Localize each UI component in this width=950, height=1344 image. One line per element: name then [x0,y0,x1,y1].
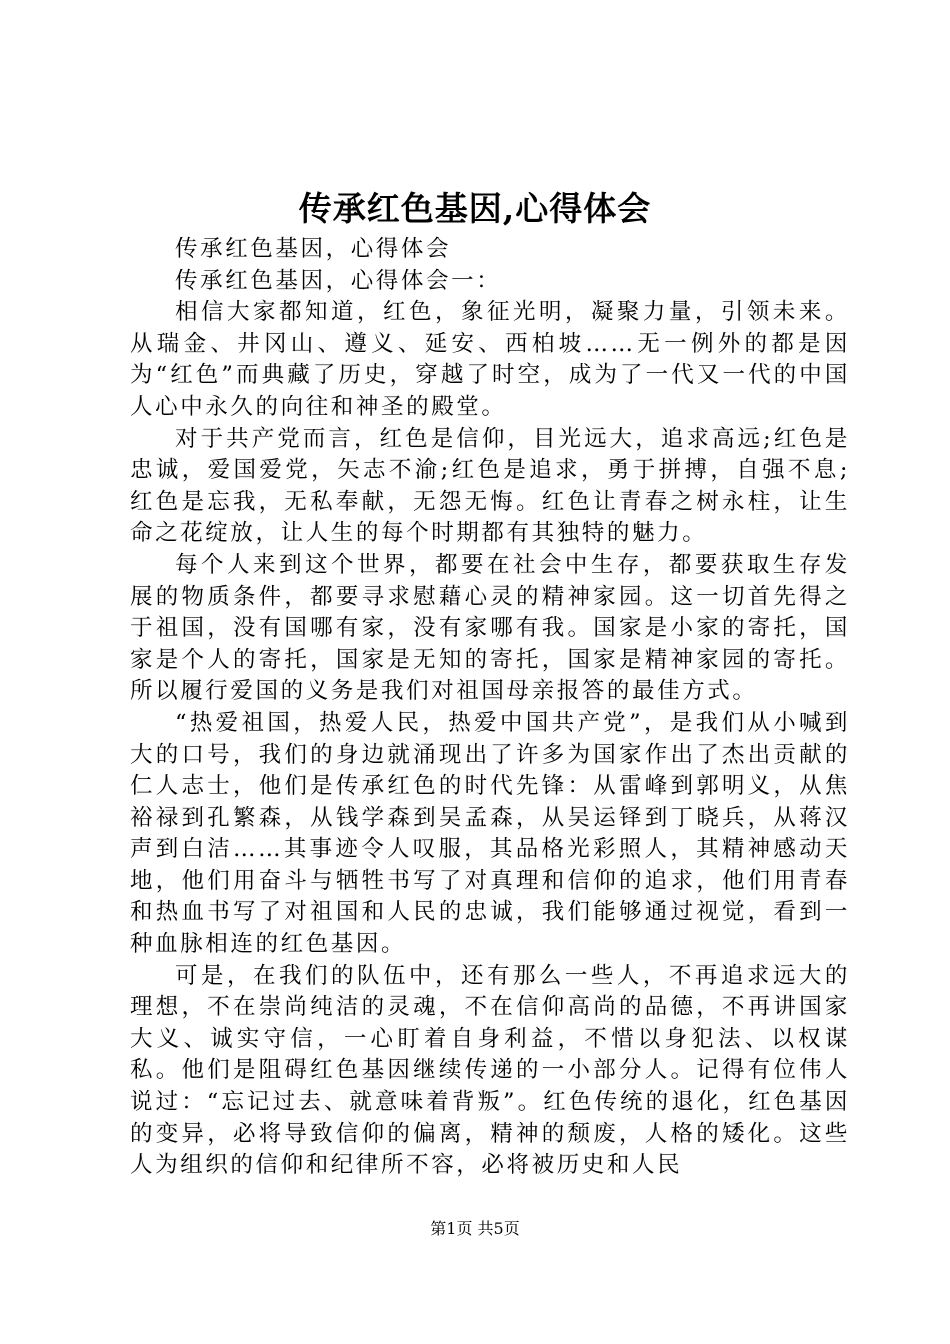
paragraph: 每个人来到这个世界，都要在社会中生存，都要获取生存发展的物质条件，都要寻求慰藉心灵的精神家园。这一切首先得之于祖国，没有国哪有家，没有家哪有我。国家是小家的寄托，国家是个人的寄托，国家是无知的寄托，国家是精神家园的寄托。所以履行爱国的义务是我们对祖国母亲报答的最佳方式。 [130,551,850,705]
paragraph: 相信大家都知道，红色，象征光明，凝聚力量，引领未来。从瑞金、井冈山、遵义、延安、西柏坡……无一例外的都是因为“红色”而典藏了历史，穿越了时空，成为了一代又一代的中国人心中永久的向往和神圣的殿堂。 [130,299,850,420]
paragraph: “热爱祖国，热爱人民，热爱中国共产党”，是我们从小喊到大的口号，我们的身边就涌现出了许多为国家作出了杰出贡献的仁人志士，他们是传承红色的时代先锋：从雷峰到郭明义，从焦裕禄到孔繁森，从钱学森到吴孟森，从吴运铎到丁晓兵，从蒋汉声到白洁……其事迹令人叹服，其品格光彩照人，其精神感动天地，他们用奋斗与牺牲书写了对真理和信仰的追求，他们用青春和热血书写了对祖国和人民的忠诚，我们能够通过视觉，看到一种血脉相连的红色基因。 [130,709,850,958]
paragraph: 可是，在我们的队伍中，还有那么一些人，不再追求远大的理想，不在崇尚纯洁的灵魂，不在信仰高尚的品德，不再讲国家大义、诚实守信，一心盯着自身利益，不惜以身犯法、以权谋私。他们是阻碍红色基因继续传递的一小部分人。记得有位伟人说过：“忘记过去、就意味着背叛”。红色传统的退化，红色基因的变异，必将导致信仰的偏离，精神的颓废，人格的矮化。这些人为组织的信仰和纪律所不容，必将被历史和人民 [130,962,850,1179]
page-number-footer: 第1页 共5页 [430,1219,520,1238]
paragraph-subtitle: 传承红色基因，心得体会 [175,236,452,262]
paragraph: 对于共产党而言，红色是信仰，目光远大，追求高远;红色是忠诚，爱国爱党，矢志不渝;红色是追求，勇于拼搏，自强不息;红色是忘我，无私奉献，无怨无悔。红色让青春之树永柱，让生命之花绽放，让人生的每个时期都有其独特的魅力。 [130,425,850,547]
paragraph-section-heading: 传承红色基因，心得体会一： [175,267,502,294]
document-title: 传承红色基因,心得体会 [298,189,652,228]
document-body [130,234,850,1182]
